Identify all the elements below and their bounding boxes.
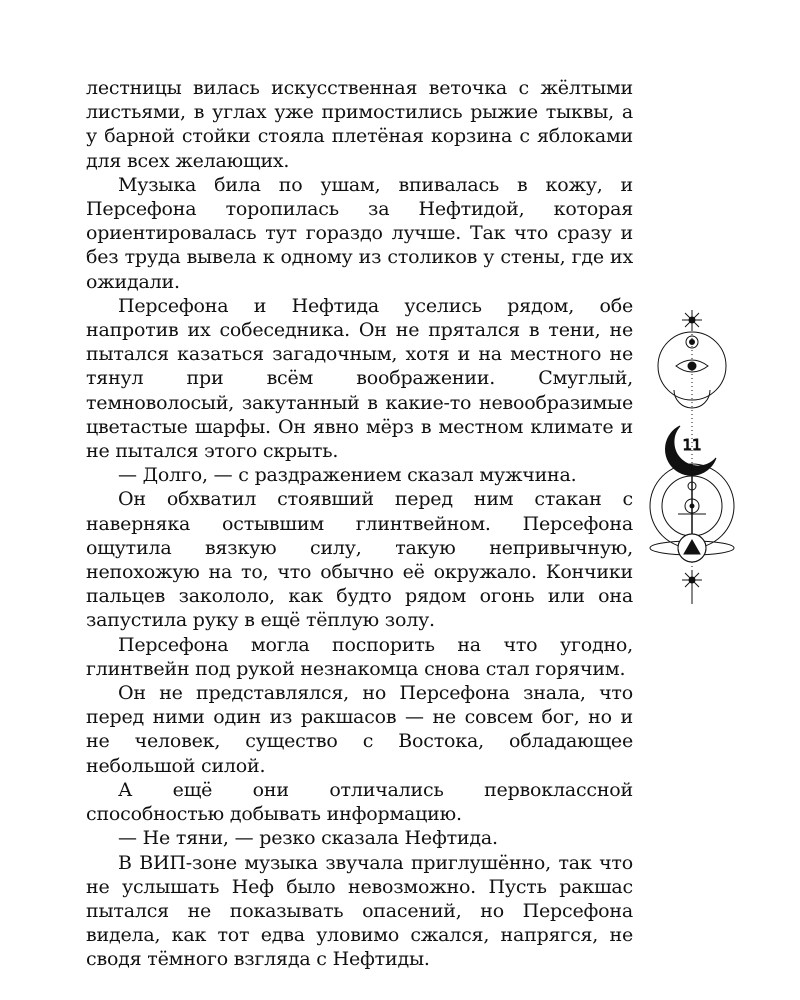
top-star-icon bbox=[682, 310, 702, 330]
page-number: 11 bbox=[682, 436, 702, 454]
page-body-text bbox=[86, 76, 633, 972]
paragraph-1: лестницы вилась искусственная веточка с жёлтыми листьями, в углах уже примостились рыжие тыквы, а у барной стойки стояла плетёная корзина с яблоками для всех желающих. bbox=[86, 77, 633, 172]
bottom-star-icon bbox=[682, 570, 702, 604]
celestial-moon-ornament-icon bbox=[636, 308, 748, 608]
paragraph-8: А ещё они отличались первоклассной способностью добывать информацию. bbox=[86, 778, 633, 826]
paragraph-2: Музыка била по ушам, впивалась в кожу, и Персефона торопилась за Нефтидой, которая ориентировалась тут гораздо лучше. Так что сразу и без труда вывела к одному из столиков у стены, где их ожидали. bbox=[86, 173, 633, 293]
paragraph-9-dialogue: — Не тяни, — резко сказала Нефтида. bbox=[118, 827, 498, 850]
paragraph-7: Он не представлялся, но Персефона знала, что перед ними один из ракшасов — не совсем бог, но и не человек, существо с Востока, обладающее небольшой силой. bbox=[86, 682, 633, 777]
paragraph-5: Он обхватил стоявший перед ним стакан с наверняка остывшим глинтвейном. Персефона ощутила вязкую силу, такую непривычную, непохожую на то, что обычно её окружало. Кончики пальцев закололо, как будто рядом огонь или она запустила руку в ещё тёплую золу. bbox=[86, 488, 633, 632]
paragraph-6: Персефона могла поспорить на что угодно, глинтвейн под рукой незнакомца снова стал горячим. bbox=[86, 633, 633, 680]
paragraph-4-dialogue: — Долго, — с раздражением сказал мужчина. bbox=[118, 464, 577, 487]
paragraph-3: Персефона и Нефтида уселись рядом, обе напротив их собеседника. Он не прятался в тени, не пытался казаться загадочным, хотя и на местного не тянул при всём воображении. Смуглый, темноволосый, закутанный в какие-то невообразимые цветастые шарфы. Он явно мёрз в местном климате и не пытался этого скрыть. bbox=[86, 294, 633, 463]
paragraph-10: В ВИП-зоне музыка звучала приглушённо, так что не услышать Неф было невозможно. Пусть ракшас пытался не показывать опасений, но Персефона видела, как тот едва уловимо сжался, напрягся, не сводя тёмного взгляда с Нефтиды. bbox=[86, 851, 633, 971]
